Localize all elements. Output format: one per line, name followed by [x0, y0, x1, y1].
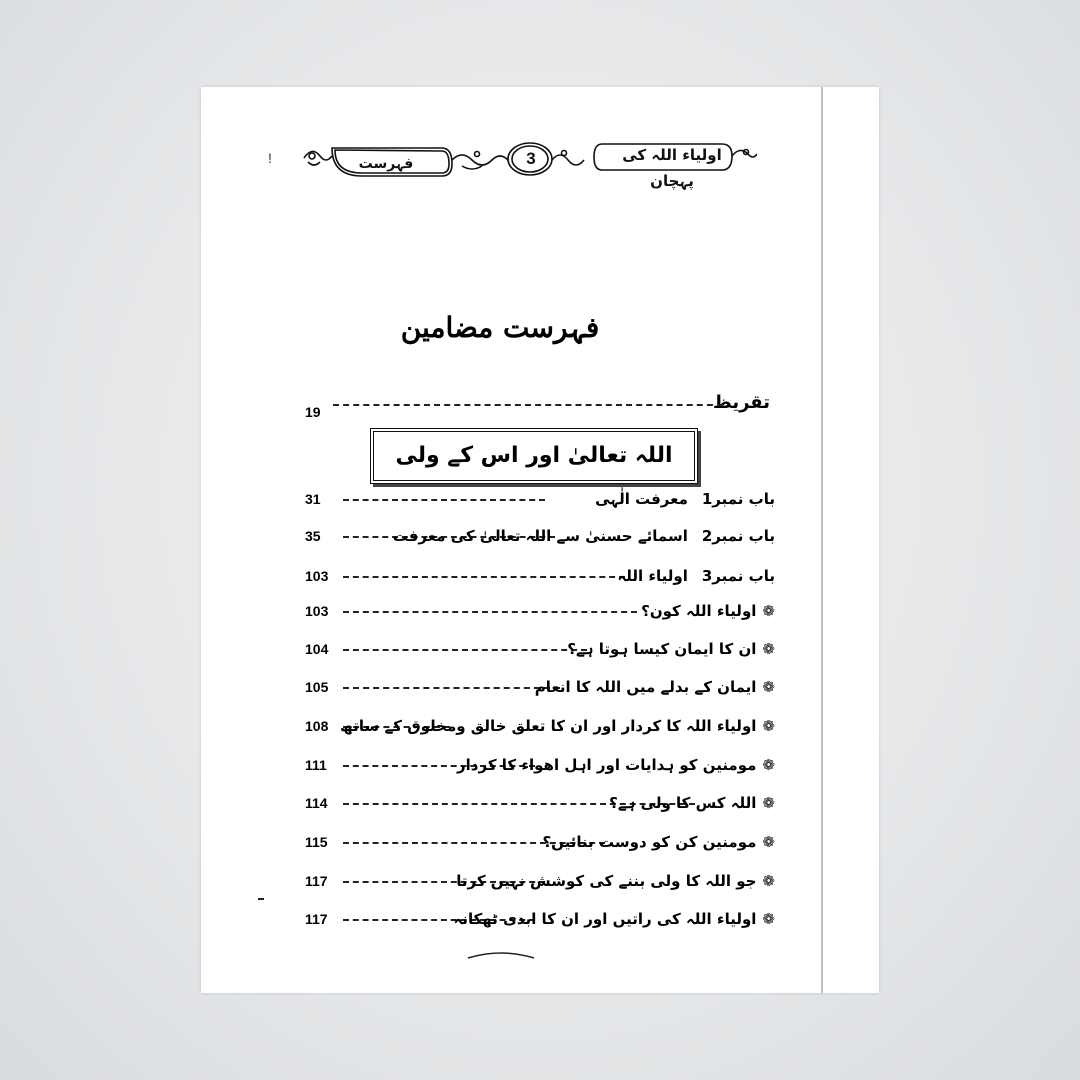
toc-entry-text: مومنین کن کو دوست بنائیں؟ [542, 833, 757, 851]
chapter-number: باب نمبر1 [701, 490, 775, 508]
toc-page-number: 117 [305, 873, 328, 889]
page-edge [821, 87, 823, 993]
toc-entry-label [340, 713, 775, 739]
toc-entry [305, 636, 775, 662]
toc-page-number: 103 [305, 568, 329, 584]
toc-entry [305, 598, 775, 624]
toc-entry [305, 713, 775, 739]
toc-entry [305, 829, 775, 855]
toc-page-number: 105 [305, 679, 329, 695]
toc-entry-text: جو اللہ کا ولی بننے کی کوشش نہیں کرتا [456, 872, 757, 890]
toc-entry [305, 790, 775, 816]
flower-bullet-icon: ❁ [762, 794, 775, 812]
toc-entry-text: اولیاء اللہ [617, 567, 688, 585]
toc-entry-text: اولیاء اللہ کا کردار اور ان کا تعلق خالق ومخلوق کے ساتھ [340, 717, 757, 735]
flower-bullet-icon: ❁ [762, 717, 775, 735]
leader-dashes [343, 687, 560, 689]
flower-bullet-icon: ❁ [762, 640, 775, 658]
toc-entry-label [456, 868, 775, 894]
toc-entry-label [617, 563, 775, 589]
leader-dashes [343, 649, 587, 651]
footer-flourish-icon [466, 950, 536, 960]
toc-entry-label [609, 790, 775, 816]
header-page-number: 3 [526, 149, 536, 168]
toc-page-number: 31 [305, 491, 321, 507]
toc-entry-text: اولیاء اللہ کی راتیں اور ان کا ابدی ٹھکانہ [453, 910, 757, 928]
toc-entry [305, 906, 775, 932]
toc-entry-label [595, 486, 775, 512]
chapter-heading: اللہ تعالیٰ اور اس کے ولی [395, 443, 673, 468]
toc-entry [305, 563, 775, 589]
toc-entry-label [457, 752, 775, 778]
chapter-heading-box [370, 428, 698, 484]
toc-page-number: 114 [305, 795, 328, 811]
intro-page-number: 19 [305, 404, 321, 420]
toc-entry-label [641, 598, 775, 624]
flower-bullet-icon: ❁ [762, 910, 775, 928]
toc-entry-text: اللہ کس کا ولی ہے؟ [609, 794, 757, 812]
toc-entry-label [393, 523, 775, 549]
toc-entry-text: اولیاء اللہ کون؟ [641, 602, 757, 620]
chapter-number: باب نمبر3 [701, 567, 775, 585]
toc-entry-label [535, 674, 775, 700]
toc-entry-text: معرفت الٰہی [595, 490, 688, 508]
flower-bullet-icon: ❁ [762, 756, 775, 774]
toc-page-number: 111 [305, 757, 327, 773]
toc-entry-text: مومنین کو ہدایات اور اہل اھواء کا کردار [457, 756, 757, 774]
scan-mark: ! [268, 150, 272, 166]
toc-page-number: 103 [305, 603, 329, 619]
leader-dashes [343, 499, 545, 501]
toc-page-number: 117 [305, 911, 328, 927]
toc-entry-text: ایمان کے بدلے میں اللہ کا انعام [534, 678, 757, 696]
toc-entry [305, 486, 775, 512]
header-section-label: فہرست [358, 156, 414, 172]
chapter-number: باب نمبر2 [701, 527, 775, 545]
toc-page-number: 108 [305, 718, 329, 734]
scan-mark-line [258, 898, 264, 900]
flower-bullet-icon: ❁ [762, 602, 775, 620]
leader-dashes [343, 576, 625, 578]
toc-entry-label [567, 636, 775, 662]
leader-dashes [333, 404, 723, 406]
flower-bullet-icon: ❁ [762, 833, 775, 851]
header-book-title: اولیاء اللہ کی پہچان [622, 146, 722, 190]
leader-dashes [343, 611, 637, 613]
flower-bullet-icon: ❁ [762, 678, 775, 696]
toc-page-number: 104 [305, 641, 329, 657]
page-title: فہرست مضامین [400, 311, 600, 344]
toc-entry [305, 523, 775, 549]
toc-entry [305, 674, 775, 700]
toc-entry-text: ان کا ایمان کیسا ہوتا ہے؟ [567, 640, 757, 658]
toc-entry-text: اسمائے حسنیٰ سے اللہ تعالیٰ کی معرفت [392, 527, 688, 545]
toc-entry-label [454, 906, 775, 932]
toc-entry [305, 868, 775, 894]
toc-entry [305, 752, 775, 778]
toc-page-number: 35 [305, 528, 321, 544]
toc-entry-label [542, 829, 775, 855]
toc-page-number: 115 [305, 834, 328, 850]
intro-label: تقریظ [713, 392, 770, 413]
flower-bullet-icon: ❁ [762, 872, 775, 890]
